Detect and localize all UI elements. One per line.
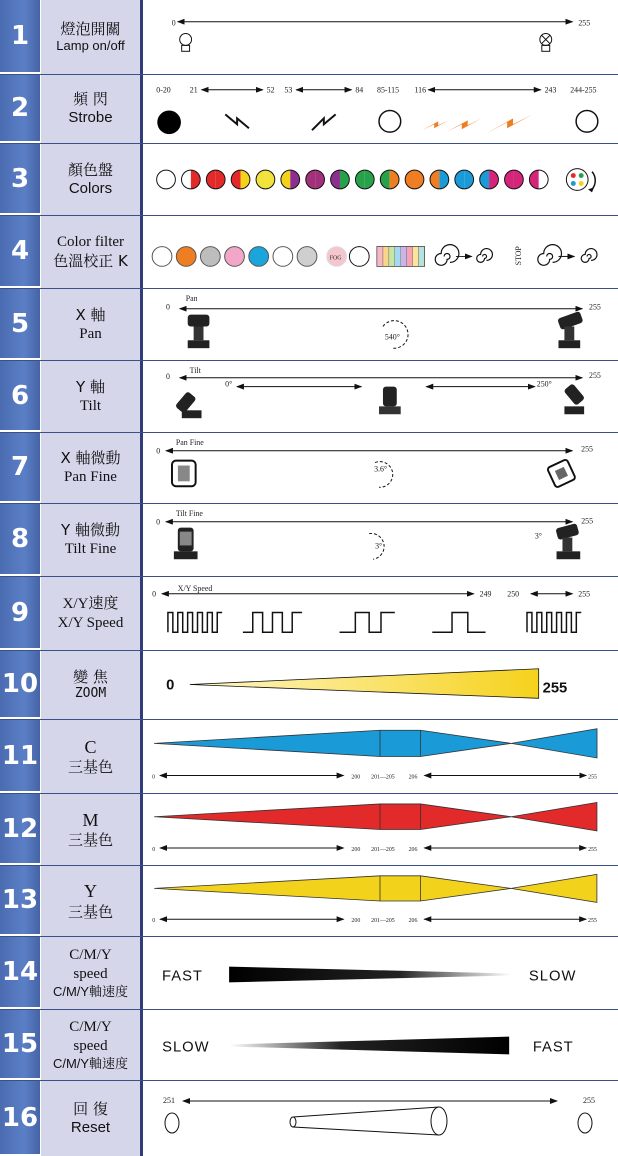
range-end: 255 [589,302,601,312]
svg-text:3°: 3° [375,541,383,551]
channel-row-10 [0,651,618,720]
channel-label [41,794,140,865]
channel-diagram [143,794,618,865]
open-shutter-icon [379,110,401,132]
channel-label [41,577,140,650]
channel-diagram [143,216,618,288]
channel-row-15 [0,1010,618,1081]
channel-row-8 [0,504,618,577]
label-english: Y [84,881,97,902]
channel-label [41,651,140,719]
channel-diagram [143,651,618,719]
fast-strobe-icon [312,114,336,130]
reset-end-icon [578,1113,592,1133]
range-label: 200 [351,774,361,781]
channel-row-12 [0,794,618,866]
label-chinese: 顏色盤 [67,160,113,179]
degree-right: 250° [536,379,552,389]
color-slot-icon [281,170,300,189]
slow-pulse-icon [340,613,395,633]
degree-left: 0° [225,379,233,389]
channel-row-16 [0,1081,618,1156]
range-label: 244-255 [570,85,597,95]
channel-diagram [143,1010,618,1080]
cmy-speed-diagram [143,1010,618,1080]
label-chinese: X/Y速度 [62,595,119,612]
channel-diagram [143,1081,618,1156]
gradient-stripe [383,247,389,267]
channel-number: 9 [0,577,40,650]
channel-row-14 [0,937,618,1010]
reset-start-icon [165,1113,179,1133]
range-end: 255 [578,18,591,28]
range-label: 201—205 [371,846,395,853]
gradient-stripe [401,247,407,267]
range-start: 251 [163,1096,175,1105]
range-label: 200 [351,918,361,925]
reset-diagram [143,1081,618,1156]
channel-label [41,289,140,360]
channel-diagram [143,433,618,503]
label-english: Tilt Fine [64,541,117,557]
moving-head-icon [379,387,401,415]
fog-filter-icon [327,247,347,267]
filter-slot-icon [152,247,172,267]
color-slot-icon [505,170,524,189]
range-label: 0 [152,846,156,853]
lamp-diagram [143,0,618,74]
channel-label [41,866,140,936]
bulb-off-icon [180,34,192,52]
label-chinese: 燈泡開關 [60,19,121,38]
svg-text:FOG: FOG [329,255,342,262]
channel-label [41,433,140,503]
channel-diagram [143,577,618,650]
speed-left-label: FAST [162,968,203,985]
channel-diagram [143,361,618,432]
color-slot-icon [480,170,499,189]
magenta-diagram [143,794,618,865]
label-chinese: 三基色 [67,902,113,921]
label-english: ZOOM [74,686,107,702]
axis-label: X/Y Speed [177,583,213,593]
range-end: 255 [578,589,591,599]
range-label: 0 [152,918,156,925]
label-chinese: X 軸 [75,305,106,324]
channel-row-4 [0,216,618,289]
channel-row-7 [0,433,618,504]
reset-beam-icon [290,1107,447,1135]
channel-label [41,361,140,432]
label-english: Lamp on/off [56,38,125,54]
filter-slot-icon [249,247,269,267]
channel-label [41,75,140,143]
rotation-icon [374,462,393,488]
rotation-icon [383,321,408,349]
channel-label [41,1081,140,1156]
axis-label: Pan [185,293,198,303]
moving-head-icon [547,459,576,488]
channel-number: 8 [0,504,40,576]
color-slot-icon [206,170,225,189]
stop-label: STOP [514,246,524,266]
zoom-end: 255 [542,680,568,697]
axis-label: Tilt [189,365,201,375]
label-english: C/M/Y speed [69,947,112,982]
moving-head-icon [175,391,202,418]
svg-text:540°: 540° [384,332,400,342]
range-label: 52 [266,85,275,95]
moving-head-icon [174,528,198,560]
range-label: 255 [588,918,597,925]
pan-fine-diagram [143,433,618,503]
range-start: 0 [156,517,161,527]
range-start: 0 [152,589,157,599]
zoom-start: 0 [166,677,175,694]
gradient-stripe [389,247,395,267]
bulb-on-icon [540,34,552,52]
random-strobe-icons [422,114,532,134]
range-start: 0 [166,302,170,312]
channel-number: 4 [0,216,40,288]
cyan-diagram [143,720,618,793]
range-label: 206 [408,918,418,925]
label-english: C/M/Y speed [69,1019,112,1054]
speed-ramp-icon [229,1037,509,1055]
filter-slot-icon [297,247,317,267]
color-slot-icon [331,170,350,189]
channel-row-9 [0,577,618,651]
zoom-beam-icon [190,669,539,699]
filter-slot-icon [201,247,221,267]
channel-diagram [143,720,618,793]
channel-number: 5 [0,289,40,360]
xy-speed-diagram [143,577,618,650]
color-slot-icon [455,170,474,189]
fast-pulse-icon [527,613,581,633]
pan-diagram [143,289,618,360]
range-start: 0 [156,446,161,456]
range-label: 116 [414,85,427,95]
channel-label [41,937,140,1009]
range-end: 255 [581,516,594,526]
range-label: 0-20 [156,85,171,95]
channel-diagram [143,937,618,1009]
label-english: Pan [79,325,102,342]
channel-diagram [143,866,618,936]
range-label: 206 [408,846,418,853]
range-end: 255 [581,444,593,454]
label-english: Strobe [68,109,113,126]
label-english: Tilt [79,397,102,414]
tilt-diagram [143,361,618,432]
range-end: 255 [589,370,601,380]
color-slot-icon [306,170,325,189]
channel-diagram [143,144,618,215]
channel-row-2 [0,75,618,144]
channel-diagram [143,289,618,360]
channel-number: 3 [0,144,40,215]
filter-slot-icon [176,247,196,267]
color-beam-icon [154,729,597,758]
channel-row-1 [0,0,618,75]
channel-label [41,0,140,74]
label-chinese: 頻 閃 [73,90,108,109]
label-chinese: 色溫校正 K [53,252,128,270]
speed-right-label: SLOW [528,968,577,985]
channel-number: 16 [0,1081,40,1156]
range-mid: 250 [507,589,520,599]
speed-left-label: SLOW [162,1039,210,1056]
label-chinese: C/M/Y軸速度 [52,1055,129,1071]
open-shutter-icon [576,110,598,132]
tilt-fine-diagram [143,504,618,576]
range-label: 255 [588,774,598,781]
color-slot-icon [157,170,176,189]
range-label: 84 [355,85,364,95]
label-chinese: 變 焦 [73,667,108,686]
moving-head-icon [172,461,196,487]
label-english: Color filter [56,234,125,251]
range-label: 0 [152,774,156,781]
range-label: 255 [588,846,597,853]
channel-number: 7 [0,433,40,503]
channel-label [41,720,140,793]
strobe-diagram [143,75,618,143]
color-slot-icon [405,170,424,189]
channel-label [41,144,140,215]
channel-number: 11 [0,720,40,793]
range-label: 200 [351,846,361,853]
gradient-filter-icon [377,247,424,267]
channel-row-5 [0,289,618,361]
label-chinese: C/M/Y軸速度 [52,983,129,999]
channel-number: 15 [0,1010,40,1080]
label-chinese: X 軸微動 [60,449,121,468]
channel-row-13 [0,866,618,937]
channel-diagram [143,75,618,143]
filter-slot-icon [225,247,245,267]
channel-number: 14 [0,937,40,1009]
gradient-stripe [407,247,413,267]
medium-pulse-icon [243,613,302,633]
channel-diagram [143,504,618,576]
label-chinese: Y 軸 [76,377,105,396]
range-label: 206 [408,774,418,781]
zoom-diagram [143,651,618,719]
range-start: 0 [171,18,176,28]
gradient-stripe [418,247,424,267]
gradient-stripe [395,247,401,267]
axis-label: Pan Fine [175,437,204,447]
channel-number: 13 [0,866,40,936]
color-slot-icon [182,170,201,189]
moving-head-icon [563,383,585,414]
speed-right-label: FAST [532,1039,574,1056]
color-slot-icon [380,170,399,189]
fast-pulse-icon [168,613,222,633]
color-slot-icon [529,170,548,189]
axis-label: Tilt Fine [175,508,203,518]
channel-label [41,504,140,576]
channel-label [41,216,140,288]
color-slot-icon [355,170,374,189]
range-end: 255 [583,1096,595,1105]
closed-shutter-icon [157,110,181,134]
label-english: Reset [70,1118,111,1136]
filter-slot-icon [273,247,293,267]
rotate-wheel-icon [566,169,595,193]
range-label: 21 [189,85,198,95]
svg-text:3.6°: 3.6° [374,464,388,474]
speed-ramp-icon [229,967,511,983]
channel-number: 6 [0,361,40,432]
label-english: C [84,736,97,757]
range-mid: 249 [479,589,492,599]
rotation-icon [369,533,384,559]
channel-row-6 [0,361,618,433]
label-english: M [82,809,99,830]
gradient-stripe [413,247,419,267]
channel-number: 2 [0,75,40,143]
yellow-diagram [143,866,618,936]
range-label: 201—205 [371,918,395,925]
label-english: Colors [68,179,113,197]
range-label: 243 [544,85,557,95]
range-label: 53 [284,85,293,95]
spiral-rotate-icon [538,245,597,266]
label-english: X/Y Speed [57,614,124,631]
channel-number: 10 [0,651,40,719]
label-chinese: 回 復 [73,1099,108,1118]
range-label: 85-115 [377,85,400,95]
color-slot-icon [231,170,250,189]
color-slot-icon [256,170,275,189]
open-filter-icon [349,247,369,267]
moving-head-icon [555,523,580,559]
label-chinese: 三基色 [67,758,113,777]
range-label: 201—205 [371,774,395,781]
moving-head-icon [188,315,210,349]
channel-number: 1 [0,0,40,74]
slow-strobe-icon [225,114,249,128]
label-chinese: 三基色 [67,831,113,850]
channel-number: 12 [0,794,40,865]
moving-head-icon [557,311,583,348]
degree-right: 3° [534,531,542,541]
color-slot-icon [430,170,449,189]
color-filter-diagram [143,216,618,288]
gradient-stripe [377,247,383,267]
spiral-rotate-icon [435,245,492,266]
label-english: Pan Fine [64,469,117,485]
slowest-pulse-icon [432,613,485,633]
channel-diagram [143,0,618,74]
color-beam-icon [154,874,597,902]
color-wheel-diagram [143,144,618,215]
channel-label [41,1010,140,1080]
channel-row-3 [0,144,618,216]
color-beam-icon [154,803,597,831]
range-start: 0 [166,371,170,381]
cmy-speed-diagram [143,937,618,1009]
channel-row-11 [0,720,618,794]
label-chinese: Y 軸微動 [61,521,120,540]
